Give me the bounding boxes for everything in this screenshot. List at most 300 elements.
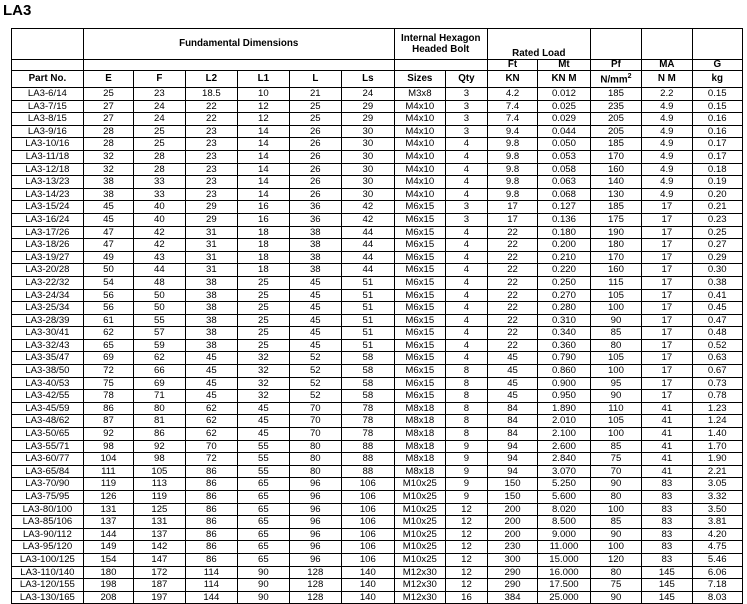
g-cell (692, 100, 742, 113)
mt-value: 0.058 (551, 163, 576, 175)
mt-cell (538, 150, 591, 163)
l1-cell (238, 503, 289, 516)
g-cell (692, 516, 742, 529)
f-value: 81 (154, 415, 165, 427)
e-value: 56 (103, 302, 114, 314)
mt-value: 16.000 (549, 566, 579, 578)
e-cell (83, 428, 133, 441)
e-value: 75 (103, 377, 114, 389)
ft-cell (487, 402, 537, 415)
rated-load-header (487, 29, 590, 60)
col-ls-header: Ls (342, 71, 395, 88)
part-no-cell (12, 465, 84, 478)
mt-value: 0.200 (551, 239, 576, 251)
table-row (12, 440, 743, 453)
l2-value: 23 (206, 188, 217, 200)
l1-cell (238, 415, 289, 428)
bolt-header: Internal Hexagon Headed Bolt (394, 29, 487, 60)
e-cell (83, 402, 133, 415)
g-value: 0.30 (707, 264, 727, 276)
e-value: 198 (100, 579, 117, 591)
e-value: 27 (103, 113, 114, 125)
bolt-qty-cell (446, 150, 488, 163)
pf-value: 90 (610, 314, 622, 326)
bolt-size-cell (394, 440, 445, 453)
l1-cell (238, 251, 289, 264)
ft-value: 9.8 (505, 138, 520, 150)
ft-value: 7.4 (505, 113, 520, 125)
l2-cell (185, 528, 238, 541)
ls-value: 106 (359, 491, 376, 502)
l2-cell (185, 390, 238, 403)
bolt-size-value: M6x15 (405, 302, 435, 314)
mt-cell (538, 553, 591, 566)
table-row (12, 478, 743, 491)
ls-cell (342, 465, 395, 478)
l-value: 38 (309, 226, 321, 238)
ft-cell (487, 251, 537, 264)
pf-cell (590, 365, 641, 378)
bolt-size-value: M6x15 (405, 276, 435, 288)
bolt-size-value: M12x30 (402, 579, 437, 591)
l1-value: 45 (257, 415, 269, 427)
table-row (12, 289, 743, 302)
mt-cell (538, 453, 591, 466)
l2-cell (185, 201, 238, 214)
bolt-size-cell (394, 390, 445, 403)
g-cell (692, 402, 742, 415)
l2-value: 86 (206, 541, 217, 553)
l1-value: 65 (257, 478, 269, 490)
f-cell (134, 352, 185, 365)
e-cell (83, 579, 133, 592)
ma-cell (642, 251, 692, 264)
g-cell (692, 415, 742, 428)
pf-value: 180 (607, 239, 624, 251)
part-no-cell (12, 591, 84, 604)
ft-value: 290 (504, 579, 521, 591)
col-l1-header: L1 (238, 71, 289, 88)
ft-value: 9.8 (505, 176, 520, 188)
e-cell (83, 591, 133, 604)
bolt-size-cell (394, 591, 445, 604)
ma-cell (642, 453, 692, 466)
pf-cell (590, 339, 641, 352)
table-row (12, 465, 743, 478)
l2-cell (185, 465, 238, 478)
bolt-size-cell (394, 491, 445, 504)
ls-value: 88 (362, 440, 374, 452)
f-cell (134, 503, 185, 516)
ma-cell (642, 113, 692, 126)
pf-cell (590, 453, 641, 466)
l1-cell (238, 377, 289, 390)
part-no-value: LA3-42/55 (25, 390, 70, 402)
pf-cell (590, 201, 641, 214)
mt-cell (538, 163, 591, 176)
f-value: 147 (151, 553, 168, 565)
l1-value: 32 (257, 377, 269, 389)
l1-cell (238, 339, 289, 352)
e-value: 180 (100, 566, 117, 578)
table-row (12, 453, 743, 466)
f-cell (134, 213, 185, 226)
bolt-qty-cell (446, 440, 488, 453)
e-cell (83, 138, 133, 151)
pf-cell (590, 415, 641, 428)
mt-value: 9.000 (551, 528, 576, 540)
ma-value: 17 (661, 239, 673, 251)
bolt-qty-cell (446, 226, 488, 239)
mt-cell (538, 125, 591, 138)
bolt-size-cell (394, 239, 445, 252)
ls-value: 24 (362, 88, 374, 99)
bolt-qty-value: 9 (463, 478, 470, 490)
bolt-size-cell (394, 314, 445, 327)
mt-value: 0.900 (551, 377, 576, 389)
bolt-qty-cell (446, 163, 488, 176)
l1-cell (238, 365, 289, 378)
e-cell (83, 176, 133, 189)
f-value: 42 (154, 239, 165, 251)
f-value: 28 (154, 163, 165, 175)
bolt-qty-value: 8 (463, 428, 470, 440)
ma-value: 17 (661, 365, 673, 377)
l2-value: 31 (206, 251, 217, 263)
bolt-size-value: M4x10 (405, 113, 435, 125)
l1-cell (238, 591, 289, 604)
ls-cell (342, 113, 395, 126)
g-value: 7.18 (707, 579, 727, 591)
l2-cell (185, 125, 238, 138)
ls-cell (342, 201, 395, 214)
ma-value: 145 (658, 566, 675, 578)
bolt-qty-cell (446, 88, 488, 101)
mt-cell (538, 276, 591, 289)
col-f-header: F (134, 71, 185, 88)
f-cell (134, 327, 185, 340)
pf-unit-label: N/mm (600, 74, 628, 86)
g-value: 0.23 (707, 213, 727, 225)
pf-value: 175 (607, 213, 624, 225)
f-value: 42 (154, 226, 165, 238)
ft-value: 94 (507, 453, 518, 465)
l1-cell (238, 390, 289, 403)
part-no-value: LA3-35/47 (25, 352, 70, 364)
bolt-size-value: M4x10 (405, 150, 435, 162)
bolt-size-value: M10x25 (402, 478, 437, 490)
pf-value: 95 (610, 377, 622, 389)
l1-value: 32 (257, 365, 269, 377)
mt-cell (538, 339, 591, 352)
g-cell (692, 264, 742, 277)
ft-value: 200 (504, 528, 521, 540)
l-cell (289, 88, 342, 101)
bolt-qty-cell (446, 113, 488, 126)
pf-cell (590, 314, 641, 327)
g-cell (692, 314, 742, 327)
e-value: 104 (100, 453, 117, 465)
bolt-qty-cell (446, 402, 488, 415)
l1-value: 25 (257, 327, 269, 339)
mt-cell (538, 516, 591, 529)
ma-header-top (642, 29, 692, 60)
ls-cell (342, 428, 395, 441)
pf-cell (590, 566, 641, 579)
part-no-cell (12, 339, 84, 352)
ft-cell (487, 528, 537, 541)
ls-value: 106 (359, 528, 376, 540)
bolt-qty-cell (446, 478, 488, 491)
mt-value: 0.790 (551, 352, 576, 364)
f-value: 24 (154, 100, 165, 112)
l1-cell (238, 176, 289, 189)
ma-value: 4.9 (660, 163, 674, 175)
l1-cell (238, 239, 289, 252)
l2-value: 45 (206, 377, 217, 389)
ma-value: 83 (661, 541, 673, 553)
mt-cell (538, 415, 591, 428)
l1-value: 90 (257, 579, 269, 591)
bolt-qty-value: 12 (461, 579, 472, 591)
table-row (12, 428, 743, 441)
mt-value: 0.029 (551, 113, 576, 125)
f-value: 50 (154, 289, 165, 301)
bolt-size-value: M10x25 (402, 541, 437, 553)
f-value: 137 (151, 528, 168, 540)
pf-cell (590, 503, 641, 516)
l1-value: 65 (257, 528, 269, 540)
bolt-qty-value: 4 (463, 327, 470, 339)
g-cell (692, 566, 742, 579)
l1-value: 65 (257, 516, 269, 528)
ls-cell (342, 453, 395, 466)
e-cell (83, 289, 133, 302)
l-cell (289, 553, 342, 566)
f-value: 142 (151, 541, 168, 553)
ft-value: 45 (507, 390, 518, 402)
l2-cell (185, 88, 238, 101)
ma-value: 17 (661, 251, 673, 263)
ls-cell (342, 88, 395, 101)
bolt-size-cell (394, 226, 445, 239)
mt-value: 5.250 (551, 478, 576, 490)
l1-value: 14 (257, 188, 269, 200)
g-value: 0.19 (707, 176, 727, 188)
table-row (12, 352, 743, 365)
e-cell (83, 352, 133, 365)
f-value: 40 (154, 201, 165, 213)
ma-value: 17 (661, 377, 673, 389)
mt-cell (538, 289, 591, 302)
l2-value: 86 (206, 503, 217, 515)
part-no-value: LA3-110/140 (20, 566, 75, 578)
l2-value: 38 (206, 327, 217, 339)
pf-value: 100 (607, 428, 624, 440)
l2-value: 22 (206, 113, 217, 125)
pf-cell (590, 100, 641, 113)
l1-value: 14 (257, 138, 269, 150)
e-value: 49 (103, 251, 114, 263)
f-value: 55 (154, 314, 165, 326)
ls-cell (342, 226, 395, 239)
mt-cell (538, 541, 591, 554)
bolt-qty-value: 16 (461, 591, 472, 603)
l-value: 128 (307, 591, 324, 603)
ft-cell (487, 113, 537, 126)
l-cell (289, 201, 342, 214)
ma-cell (642, 566, 692, 579)
mt-cell (538, 503, 591, 516)
bolt-size-value: M6x15 (405, 251, 435, 263)
pf-value: 170 (607, 251, 624, 263)
f-cell (134, 289, 185, 302)
mt-value: 0.220 (551, 264, 576, 276)
table-row (12, 339, 743, 352)
bolt-qty-cell (446, 289, 488, 302)
bolt-size-cell (394, 553, 445, 566)
bolt-size-value: M6x15 (405, 226, 435, 238)
l1-cell (238, 528, 289, 541)
l1-cell (238, 566, 289, 579)
bolt-size-cell (394, 541, 445, 554)
ft-value: 94 (507, 465, 518, 477)
f-value: 86 (154, 428, 165, 440)
l-cell (289, 579, 342, 592)
bolt-size-value: M12x30 (402, 566, 437, 578)
ls-cell (342, 125, 395, 138)
l1-value: 18 (257, 239, 269, 251)
g-value: 0.20 (707, 188, 727, 200)
f-cell (134, 478, 185, 491)
part-no-cell (12, 251, 84, 264)
mt-value: 0.136 (551, 213, 576, 225)
ft-cell (487, 239, 537, 252)
f-value: 48 (154, 276, 165, 288)
part-no-value: LA3-95/120 (22, 541, 73, 553)
l2-value: 23 (206, 138, 217, 150)
ma-value: 41 (661, 428, 673, 440)
l2-value: 144 (203, 591, 220, 603)
l1-cell (238, 138, 289, 151)
bolt-qty-cell (446, 188, 488, 201)
ma-cell (642, 163, 692, 176)
part-no-value: LA3-90/112 (22, 528, 72, 540)
l1-value: 25 (257, 302, 269, 314)
e-value: 32 (103, 163, 114, 175)
g-value: 0.38 (707, 276, 727, 288)
ft-cell (487, 339, 537, 352)
g-value: 0.25 (707, 226, 727, 238)
part-no-cell (12, 289, 84, 302)
e-cell (83, 88, 133, 101)
f-cell (134, 276, 185, 289)
part-no-value: LA3-32/43 (25, 339, 70, 351)
ls-value: 78 (362, 415, 374, 427)
table-row (12, 579, 743, 592)
pf-cell (590, 302, 641, 315)
bolt-qty-cell (446, 138, 488, 151)
pf-value: 80 (610, 339, 622, 351)
table-row (12, 201, 743, 214)
pf-value: 80 (610, 491, 622, 502)
ls-value: 51 (362, 276, 374, 288)
l2-cell (185, 440, 238, 453)
e-cell (83, 516, 133, 529)
ls-cell (342, 314, 395, 327)
mt-value: 2.010 (551, 415, 576, 427)
ls-value: 78 (362, 428, 374, 440)
l2-cell (185, 339, 238, 352)
l1-value: 55 (257, 440, 269, 452)
pf-value: 90 (610, 390, 622, 402)
part-no-value: LA3-7/15 (27, 100, 67, 112)
ma-cell (642, 213, 692, 226)
mt-cell (538, 226, 591, 239)
e-value: 131 (100, 503, 117, 515)
ls-value: 88 (362, 465, 374, 477)
l1-cell (238, 163, 289, 176)
ft-cell (487, 365, 537, 378)
bolt-qty-value: 8 (463, 377, 470, 389)
bolt-size-value: M4x10 (405, 100, 435, 112)
bolt-qty-value: 12 (461, 528, 472, 540)
e-cell (83, 566, 133, 579)
ma-value: 17 (661, 226, 673, 238)
mt-value: 15.000 (549, 553, 579, 565)
pf-value: 110 (608, 402, 624, 414)
part-no-value: LA3-130/165 (19, 591, 75, 603)
l-cell (289, 516, 342, 529)
l-value: 26 (309, 138, 321, 150)
l2-value: 86 (206, 516, 217, 528)
l1-cell (238, 226, 289, 239)
bolt-qty-value: 4 (463, 176, 470, 188)
l2-value: 38 (206, 314, 217, 326)
pf-cell (590, 402, 641, 415)
g-cell (692, 239, 742, 252)
mt-cell (538, 377, 591, 390)
ft-value: 22 (507, 264, 518, 276)
pf-cell (590, 528, 641, 541)
ma-cell (642, 402, 692, 415)
part-no-cell (12, 213, 84, 226)
g-value: 5.46 (707, 553, 727, 565)
e-cell (83, 276, 133, 289)
part-no-cell (12, 276, 84, 289)
l-cell (289, 176, 342, 189)
l-cell (289, 276, 342, 289)
bolt-size-cell (394, 478, 445, 491)
ma-cell (642, 339, 692, 352)
part-no-cell (12, 100, 84, 113)
l-value: 38 (309, 264, 321, 276)
bolt-size-cell (394, 251, 445, 264)
ft-value: 84 (507, 402, 518, 414)
e-cell (83, 264, 133, 277)
bolt-qty-cell (446, 579, 488, 592)
l-cell (289, 226, 342, 239)
l1-value: 65 (257, 491, 269, 502)
f-value: 105 (151, 465, 168, 477)
part-no-header-top (12, 29, 84, 60)
ma-value: 41 (661, 402, 673, 414)
ma-cell (642, 528, 692, 541)
l2-cell (185, 213, 238, 226)
part-no-value: LA3-38/50 (25, 365, 70, 377)
ls-value: 30 (362, 138, 374, 150)
ls-value: 30 (362, 188, 374, 200)
